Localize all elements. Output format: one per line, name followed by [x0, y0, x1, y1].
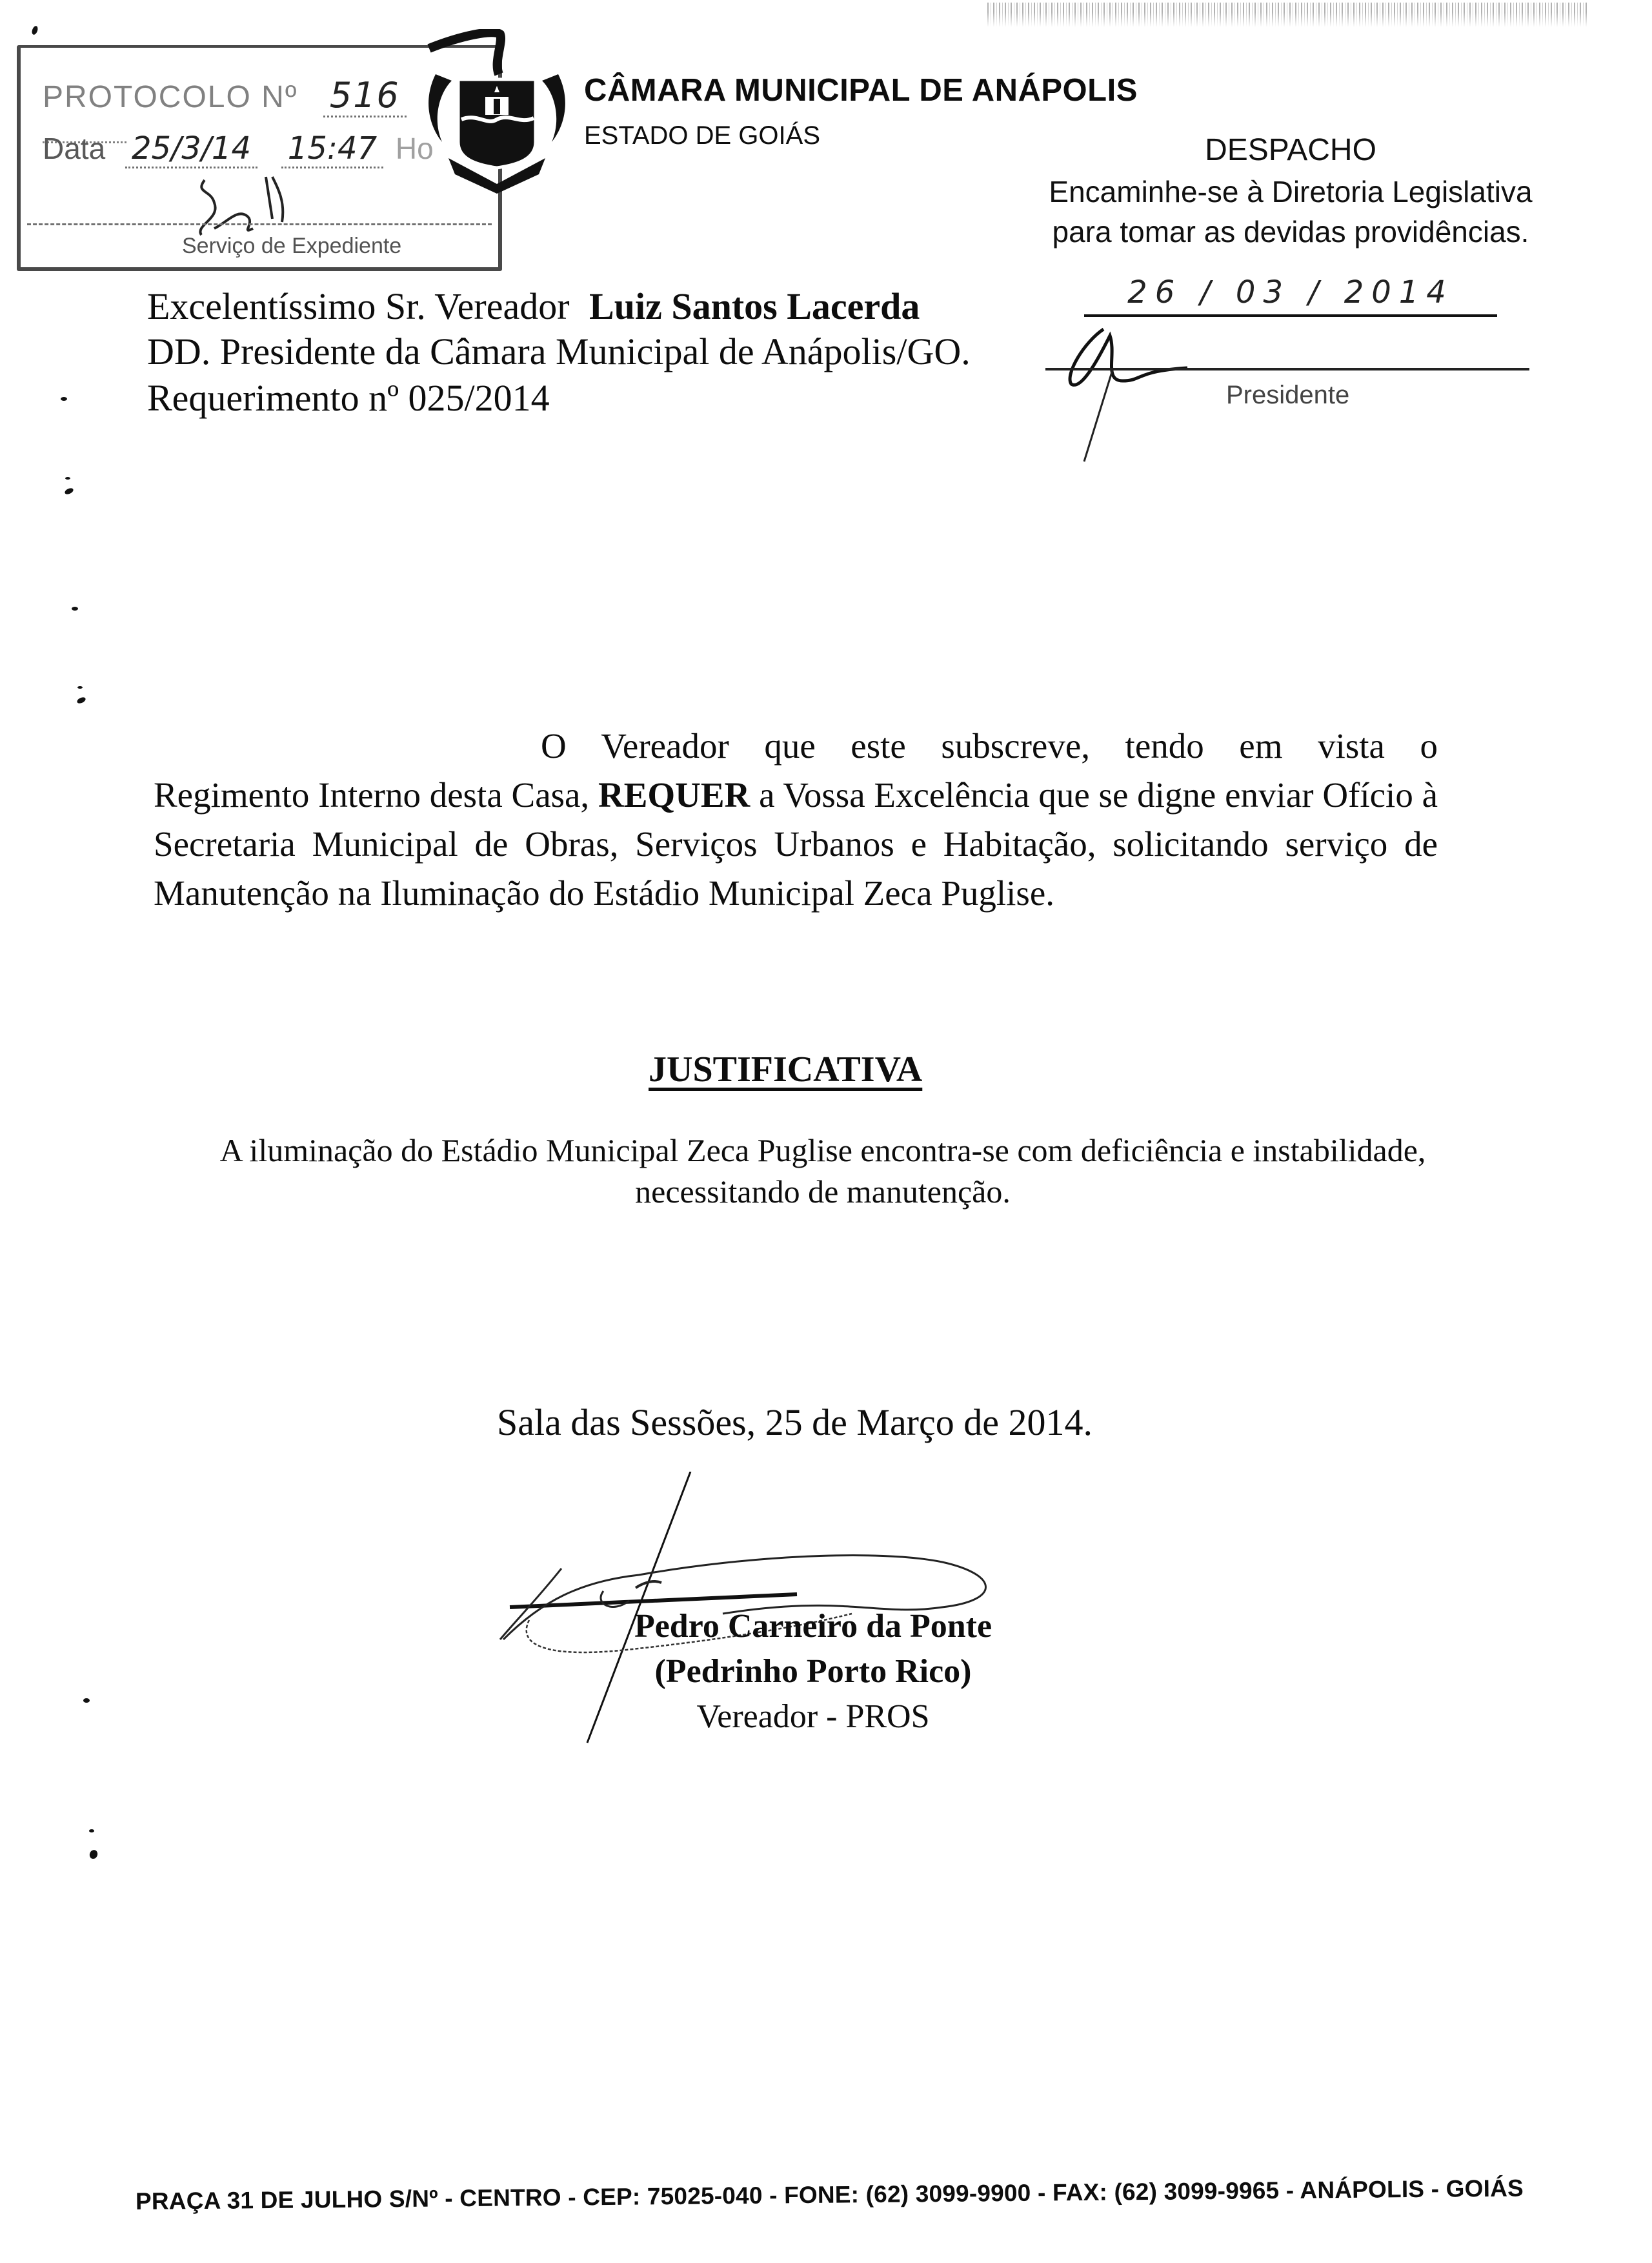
body-text-b: a Vossa Excelência que se digne enviar Ofício à Secretaria Municipal de Obras, Serviços Urbanos e Habitação, solicitando serviço de Manutenção na Iluminação do Estádio Municipal Zeca Puglise.: [154, 775, 1438, 913]
justification-title: JUSTIFICATIVA: [649, 1050, 923, 1090]
date-label: Data: [43, 132, 106, 165]
institution-name: CÂMARA MUNICIPAL DE ANÁPOLIS: [584, 73, 1138, 108]
scan-noise: [987, 3, 1587, 27]
time-value: 15:47: [281, 130, 383, 168]
date-value: 25/3/14: [125, 130, 257, 168]
request-reference: Requerimento nº 025/2014: [147, 377, 550, 419]
footer-address: PRAÇA 31 DE JULHO S/Nº - CENTRO - CEP: 75025-040 - FONE: (62) 3099-9900 - FAX: (62) 3099-9965 - ANÁPOLIS - GOIÁS: [135, 2175, 1524, 2215]
signer-name: Pedro Carneiro da Ponte: [634, 1608, 992, 1645]
protocol-number: 516: [323, 75, 407, 117]
margin-dot: [88, 1849, 99, 1860]
despacho-title: DESPACHO: [1205, 133, 1376, 167]
margin-dot: [83, 1698, 90, 1703]
despacho-block: [1039, 132, 1542, 252]
recipient-name: Luiz Santos Lacerda: [589, 285, 920, 327]
justification-text: A iluminação do Estádio Municipal Zeca Puglise encontra-se com deficiência e instabilidade, necessitando de manutenção.: [219, 1132, 1426, 1210]
protocol-label: PROTOCOLO Nº: [43, 80, 298, 114]
recipient-title: DD. Presidente da Câmara Municipal de Anápolis/GO.: [147, 330, 971, 372]
municipal-crest-icon: [423, 29, 571, 194]
margin-dot: [31, 25, 39, 36]
margin-dot: [77, 686, 83, 689]
salutation-line: [147, 284, 920, 329]
stamp-signature-line: [27, 223, 492, 225]
president-signature-line: [1045, 368, 1529, 370]
margin-dot: [64, 487, 74, 495]
stamp-department: Serviço de Expediente: [182, 234, 402, 258]
date-row: [43, 130, 434, 167]
despacho-date: 26 / 03 / 2014: [1084, 274, 1497, 317]
place-date: Sala das Sessões, 25 de Março de 2014.: [497, 1401, 1093, 1443]
margin-dot: [72, 607, 78, 611]
state-name: ESTADO DE GOIÁS: [584, 121, 820, 150]
margin-dot: [65, 477, 70, 480]
body-text-a: Regimento Interno desta Casa,: [154, 775, 590, 815]
margin-dot: [76, 696, 86, 704]
signer-nickname: (Pedrinho Porto Rico): [654, 1653, 972, 1690]
salutation: Excelentíssimo Sr. Vereador: [147, 285, 570, 327]
request-body: [154, 722, 1438, 918]
margin-dot: [61, 397, 67, 401]
body-requer: REQUER: [598, 775, 750, 815]
despacho-line-1: Encaminhe-se à Diretoria Legislativa: [1049, 175, 1533, 208]
president-signature: [1058, 316, 1226, 465]
despacho-line-2: para tomar as devidas providências.: [1052, 215, 1529, 249]
signer-role: Vereador - PROS: [696, 1698, 930, 1735]
margin-dot: [89, 1829, 94, 1832]
president-label: Presidente: [1226, 381, 1350, 409]
hour-suffix: Ho: [395, 132, 434, 165]
body-line-1: O Vereador que este subscreve, tendo em vista o: [541, 726, 1438, 766]
